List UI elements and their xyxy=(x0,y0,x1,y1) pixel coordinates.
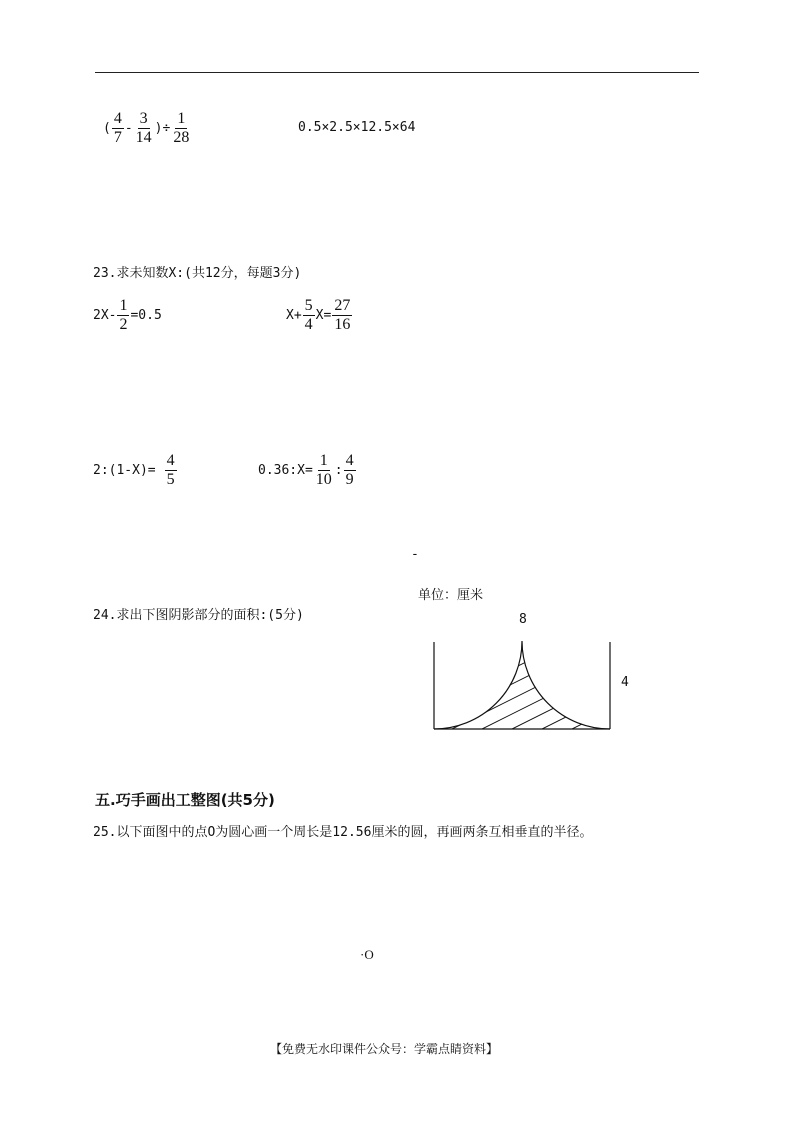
width-label: 8 xyxy=(519,612,527,627)
fraction: $\frac{3}{14}$ xyxy=(135,110,152,146)
q23-equation-2: X+ $\frac{5}{4}$ X= $\frac{27}{16}$ xyxy=(286,297,351,333)
fraction: $\frac{4}{9}$ xyxy=(345,452,354,488)
section-heading: 五.巧手画出工整图(共5分) xyxy=(95,791,275,809)
q23-equation-3: 2:(1-X)= $\frac{4}{5}$ xyxy=(93,452,175,488)
fraction: $\frac{1}{2}$ xyxy=(119,297,128,333)
fraction: $\frac{1}{10}$ xyxy=(315,452,332,488)
q24-title: 24.求出下图阴影部分的面积:(5分) xyxy=(93,608,304,623)
figure-dash: - xyxy=(411,547,419,562)
fraction: $\frac{1}{28}$ xyxy=(173,110,190,146)
unit-label: 单位：厘米 xyxy=(418,588,484,603)
expression-product: 0.5×2.5×12.5×64 xyxy=(298,120,416,135)
fraction: $\frac{4}{5}$ xyxy=(166,452,175,488)
quarter-arcs xyxy=(434,641,610,729)
fraction: $\frac{27}{16}$ xyxy=(334,297,351,333)
fraction: $\frac{5}{4}$ xyxy=(304,297,313,333)
q25-text: 25.以下面图中的点O为圆心画一个周长是12.56厘米的圆，再画两条互相垂直的半径。 xyxy=(93,825,593,840)
height-label: 4 xyxy=(621,675,629,690)
fraction: $\frac{4}{7}$ xyxy=(113,110,122,146)
q23-title: 23.求未知数X:(共12分，每题3分) xyxy=(93,266,302,281)
q23-equation-4: 0.36:X= $\frac{1}{10}$ : $\frac{4}{9}$ xyxy=(258,452,354,488)
shaded-area-figure xyxy=(430,640,615,736)
footer-note: 【免费无水印课件公众号：学霸点睛资料】 xyxy=(270,1042,499,1056)
header-rule xyxy=(95,72,699,73)
center-point-label: ·O xyxy=(360,947,374,962)
q23-equation-1: 2X- $\frac{1}{2}$ =0.5 xyxy=(93,297,162,333)
expression-fraction: ( $\frac{4}{7}$ - $\frac{3}{14}$ )÷ $\frac{1}{28}$ xyxy=(103,110,190,146)
